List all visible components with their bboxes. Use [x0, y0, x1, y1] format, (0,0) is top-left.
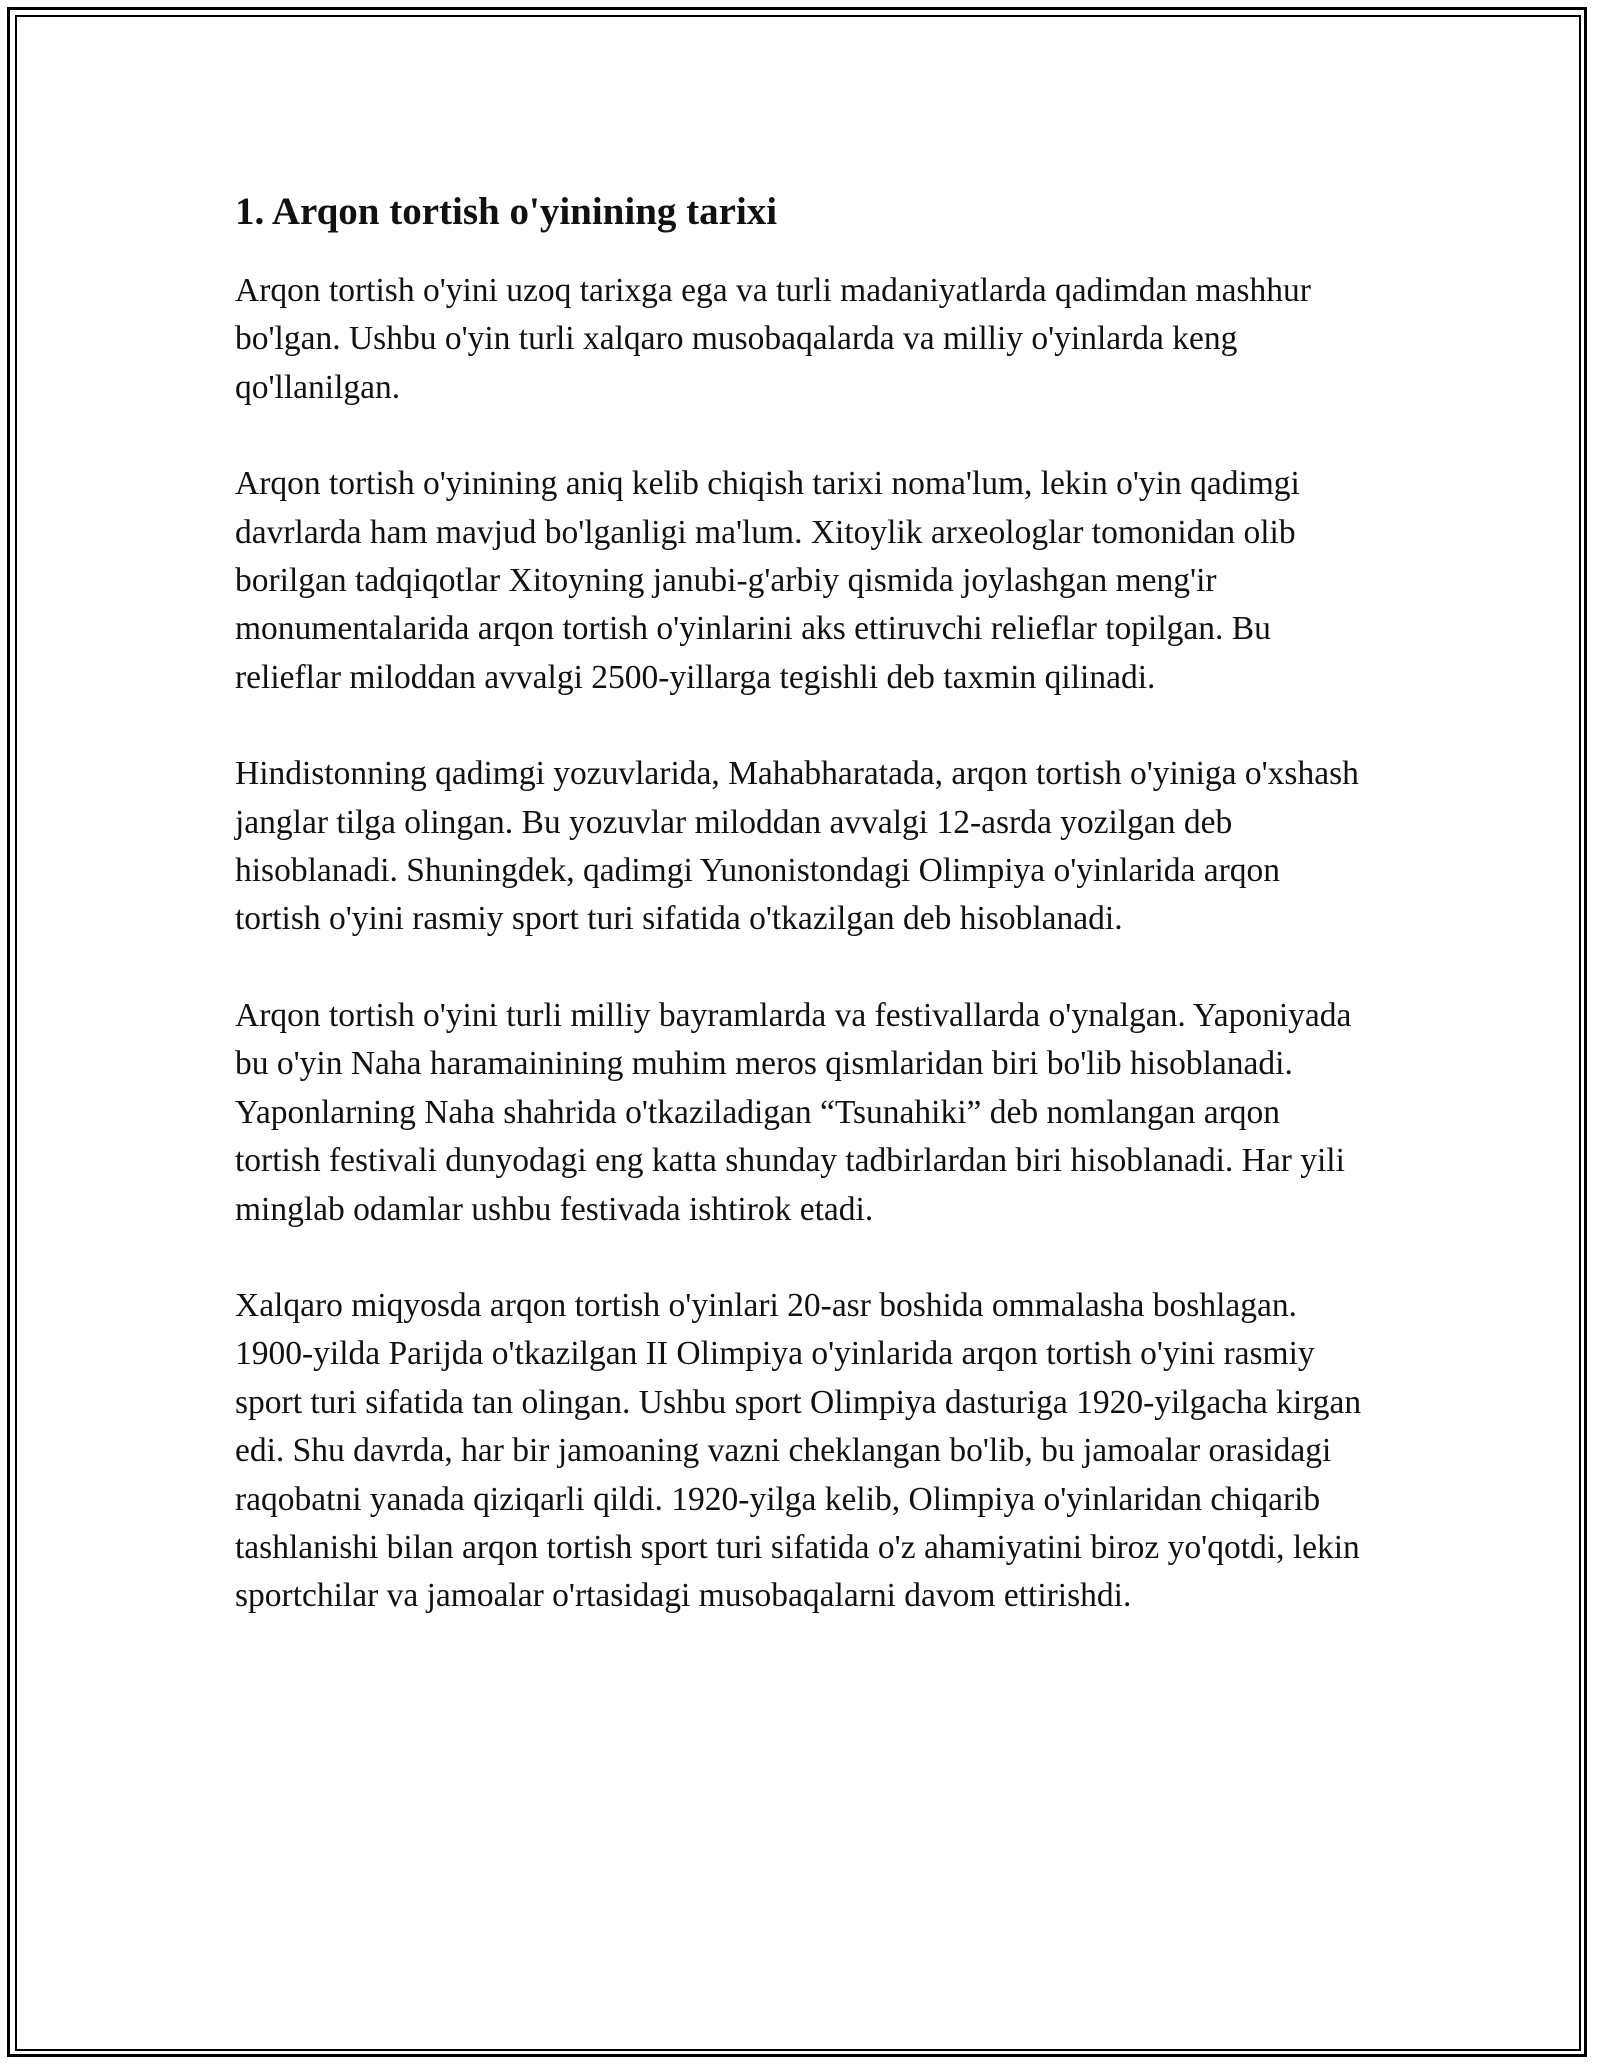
- section-heading: 1. Arqon tortish o'yinining tarixi: [235, 190, 778, 233]
- paragraph-intro: Arqon tortish o'yini uzoq tarixga ega va turli madaniyatlarda qadimdan mashhur bo'lgan. Ushbu o'yin turli xalqaro musobaqalarda va milliy o'yinlarda keng qo'llanilgan.: [235, 272, 1311, 406]
- document-body: [235, 185, 1365, 1669]
- paragraph-india-greece: Hindistonning qadimgi yozuvlarida, Mahabharatada, arqon tortish o'yiniga o'xshash janglar tilga olingan. Bu yozuvlar miloddan avvalgi 12-asrda yozilgan deb hisoblanadi. Shuningdek, qadimgi Yunonistondagi Olimpiya o'yinlarida arqon tortish o'yini rasmiy sport turi sifatida o'tkazilgan deb hisoblanadi.: [235, 755, 1359, 938]
- paragraph-origin: Arqon tortish o'yinining aniq kelib chiqish tarixi noma'lum, lekin o'yin qadimgi davrlarda ham mavjud bo'lganligi ma'lum. Xitoylik arxeologlar tomonidan olib borilgan tadqiqotlar Xitoyning janubi-g'arbiy qismida joylashgan meng'ir monumentalarida arqon tortish o'yinlarini aks ettiruvchi relieflar topilgan. Bu relieflar miloddan avvalgi 2500-yillarga tegishli deb taxmin qilinadi.: [235, 465, 1300, 696]
- paragraph-international: Xalqaro miqyosda arqon tortish o'yinlari 20-asr boshida ommalasha boshlagan. 1900-yilda Parijda o'tkazilgan II Olimpiya o'yinlarida arqon tortish o'yini rasmiy sport turi sifatida tan olingan. Ushbu sport Olimpiya dasturiga 1920-yilgacha kirgan edi. Shu davrda, har bir jamoaning vazni cheklangan bo'lib, bu jamoalar orasidagi raqobatni yanada qiziqarli qildi. 1920-yilga kelib, Olimpiya o'yinlaridan chiqarib tashlanishi bilan arqon tortish sport turi sifatida o'z ahamiyatini biroz yo'qotdi, lekin sportchilar va jamoalar o'rtasidagi musobaqalarni davom ettirishdi.: [235, 1286, 1362, 1615]
- paragraph-festivals: Arqon tortish o'yini turli milliy bayramlarda va festivallarda o'ynalgan. Yaponiyada bu o'yin Naha haramainining muhim meros qismlaridan biri bo'lib hisoblanadi. Yaponlarning Naha shahrida o'tkaziladigan “Tsunahiki” deb nomlangan arqon tortish festivali dunyodagi eng katta shunday tadbirlardan biri hisoblanadi. Har yili minglab odamlar ushbu festivada ishtirok etadi.: [235, 996, 1352, 1228]
